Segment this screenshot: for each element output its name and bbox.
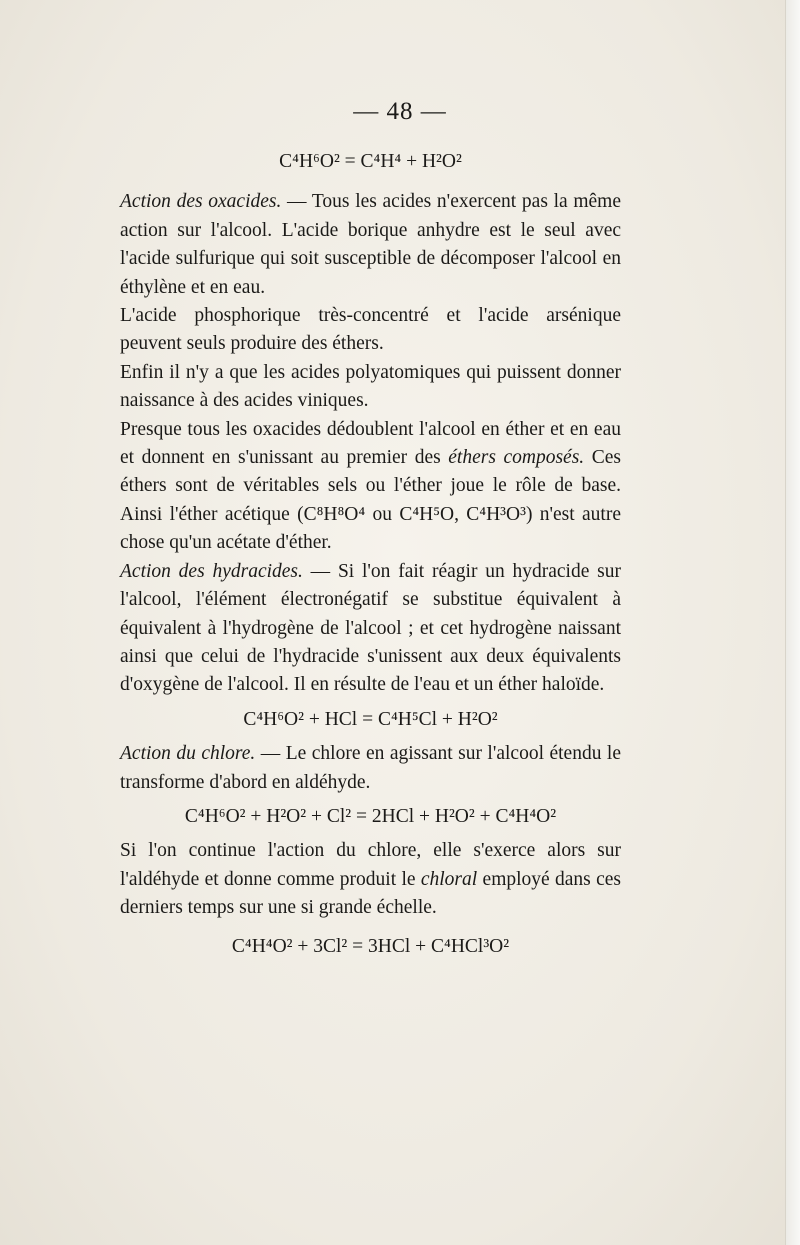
chloral-text-b: employé dans ces derniers temps sur une si grande échelle. <box>120 868 621 919</box>
paragraph-hydracides <box>120 558 621 700</box>
section-title-hydracides: Action des hydracides. <box>120 560 303 582</box>
page-body <box>120 148 621 961</box>
paragraph-ethers-composes <box>120 416 621 558</box>
paragraph-chloral <box>120 837 621 922</box>
formula-aldehyde: C⁴H⁶O² + H²O² + Cl² = 2HCl + H²O² + C⁴H⁴O² <box>184 805 557 827</box>
section-title-chlore: Action du chlore. <box>120 743 256 765</box>
paragraph-phosphorique: L'acide phosphorique très-concentré et l'acide arsénique peuvent seuls produire des éthers. <box>120 305 621 355</box>
page-edge <box>785 0 800 1245</box>
paragraph-polyatomiques: Enfin il n'y a que les acides polyatomiques qui puissent donner naissance à des acides viniques. <box>120 361 621 412</box>
page-number: — 48 — <box>353 98 447 125</box>
hydracides-text: — Si l'on fait réagir un hydracide sur l'alcool, l'élément électronégatif se substitue équivalent à équivalent à l'hydrogène de l'alcool ; et cet hydrogène naissant ainsi que celui de l'hydracide s'unissent aux deux équivalents d'oxygène de l'alcool. Il en résulte de l'eau et un éther haloïde. <box>120 560 621 696</box>
formula-hydracide: C⁴H⁶O² + HCl = C⁴H⁵Cl + H²O² <box>243 708 498 730</box>
ethers-text-b: Ces éthers sont de véritables sels ou l'éther joue le rôle de base. Ainsi l'éther acétique (C⁸H⁸O⁴ ou C⁴H⁵O, C⁴H³O³) n'est autre chose qu'un acétate d'éther. <box>120 447 621 554</box>
chloral-term: chloral <box>420 868 478 890</box>
paragraph-oxacides <box>120 188 621 302</box>
ethers-composes-term: éthers composés. <box>448 447 585 469</box>
chlore-text: — Le chlore en agissant sur l'alcool étendu le transforme d'abord en aldéhyde. <box>120 743 621 793</box>
formula-dehydration: C⁴H⁶O² = C⁴H⁴ + H²O² <box>279 151 462 172</box>
ethers-text-a: Presque tous les oxacides dédoublent l'alcool en éther et en eau et donnent en s'unissant au premier des <box>120 418 621 469</box>
paragraph-chlore <box>120 740 621 797</box>
oxacides-text: — Tous les acides n'exercent pas la même action sur l'alcool. L'acide borique anhydre est le seul avec l'acide sulfurique qui soit susceptible de décomposer l'alcool en éthylène et en eau. <box>120 191 621 298</box>
chloral-text-a: Si l'on continue l'action du chlore, elle s'exerce alors sur l'aldéhyde et donne comme produit le <box>120 840 621 890</box>
formula-chloral: C⁴H⁴O² + 3Cl² = 3HCl + C⁴HCl³O² <box>231 935 510 957</box>
section-title-oxacides: Action des oxacides. <box>120 191 282 213</box>
